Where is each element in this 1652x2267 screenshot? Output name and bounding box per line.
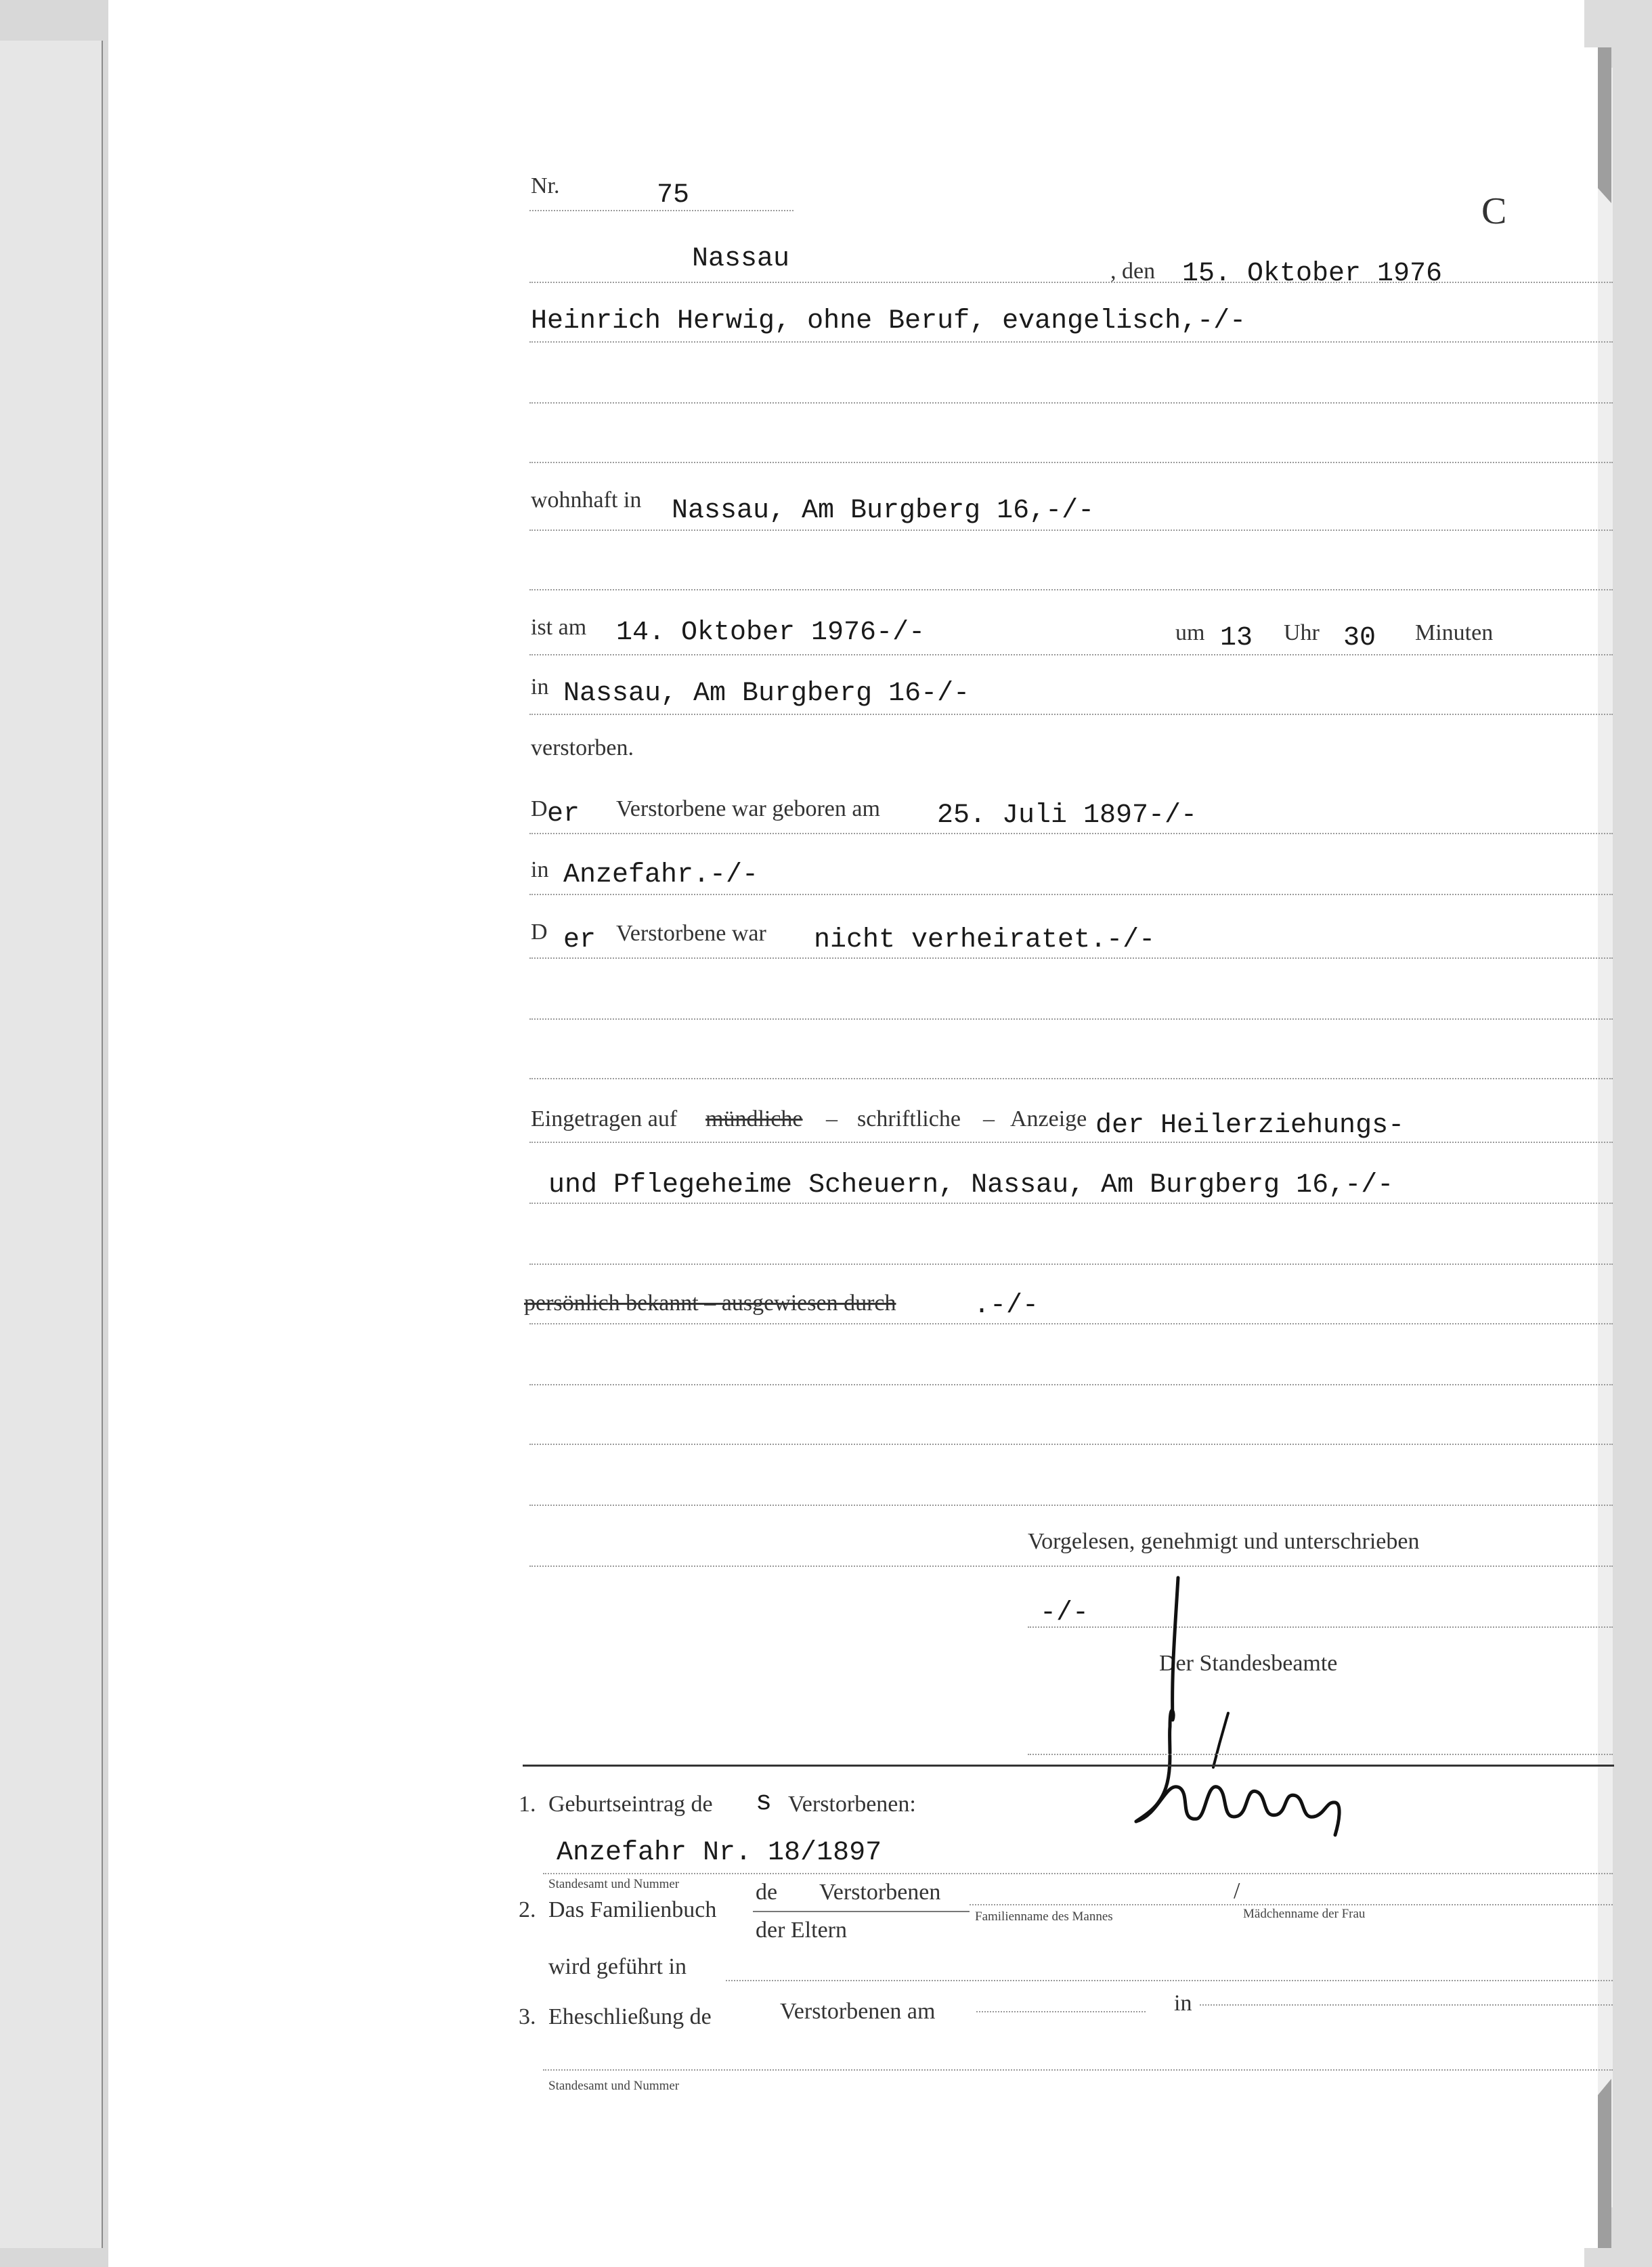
footer-item2-slash: / <box>1234 1878 1240 1903</box>
rule-24 <box>753 1911 970 1912</box>
rule-4 <box>529 530 1613 531</box>
minuten-label: Minuten <box>1415 620 1494 645</box>
rule-5 <box>529 589 1613 590</box>
birth-label: Verstorbene war geboren am <box>616 796 880 821</box>
rule-18 <box>529 1444 1613 1445</box>
struck-option-oral: mündliche <box>705 1106 803 1131</box>
rule-22 <box>1028 1754 1613 1755</box>
rule-7 <box>529 714 1613 715</box>
rule-8 <box>529 833 1613 834</box>
residence: Nassau, Am Burgberg 16,-/- <box>672 496 1095 526</box>
nr-line <box>529 210 794 211</box>
footer-item2-eltern: der Eltern <box>756 1918 847 1943</box>
footer-item3-num: 3. <box>519 2004 536 2029</box>
rule-23 <box>543 1873 1613 1874</box>
birth-date: 25. Juli 1897-/- <box>937 800 1198 831</box>
informant-line-2: und Pflegeheime Scheuern, Nassau, Am Burgberg 16,-/- <box>548 1170 1394 1201</box>
birth-place-prefix: in <box>531 857 549 882</box>
standesamt-note-1: Standesamt und Nummer <box>548 1877 680 1891</box>
register-letter: C <box>1481 190 1507 232</box>
footer-item2-num: 2. <box>519 1897 536 1922</box>
footer-divider <box>523 1765 1614 1767</box>
signature-scribble-icon <box>1105 1564 1389 1855</box>
rule-2 <box>529 402 1613 404</box>
rule-26 <box>726 1980 1613 1981</box>
nr-value: 75 <box>657 180 690 211</box>
signature-heading: Vorgelesen, genehmigt und unterschrieben <box>1028 1529 1420 1554</box>
footer-item2-de: de <box>756 1880 778 1905</box>
death-minutes: 30 <box>1343 623 1376 653</box>
verstorben-label: verstorben. <box>531 735 634 760</box>
footer-item1-suffix: s <box>756 1788 773 1818</box>
person-name-line: Heinrich Herwig, ohne Beruf, evangelisch,-/- <box>531 306 1246 337</box>
footer-item2-verstorbenen: Verstorbenen <box>819 1880 941 1905</box>
rule-28 <box>1200 2004 1613 2006</box>
death-hour: 13 <box>1220 623 1253 653</box>
footer-item2-wird: wird geführt in <box>548 1954 687 1979</box>
informant-line-1: der Heilerziehungs- <box>1095 1110 1405 1141</box>
signature-placeholder: -/- <box>1040 1598 1089 1628</box>
footer-item3-label: Eheschließung de <box>548 2004 712 2029</box>
marital-label: Verstorbene war <box>616 921 766 946</box>
residence-label: wohnhaft in <box>531 488 642 513</box>
death-date: 14. Oktober 1976-/- <box>616 618 926 648</box>
rule-13 <box>529 1142 1613 1143</box>
anzeige-label: Anzeige <box>1010 1106 1087 1131</box>
dash-2: – <box>983 1106 995 1131</box>
footer-birth-entry: Anzefahr Nr. 18/1897 <box>557 1838 882 1868</box>
record-date: 15. Oktober 1976 <box>1182 259 1443 289</box>
standesamt-note-2: Standesamt und Nummer <box>548 2079 680 2093</box>
footer-item1-num: 1. <box>519 1792 536 1817</box>
facing-page-edge <box>0 41 103 2248</box>
rule-14 <box>529 1203 1613 1204</box>
footer-item3-mid: Verstorbenen am <box>780 1999 936 2024</box>
rule-12 <box>529 1078 1613 1079</box>
birth-place: Anzefahr.-/- <box>563 860 759 890</box>
birth-article: er <box>547 799 580 829</box>
rule-16 <box>529 1323 1613 1324</box>
registrar-title: Der Standesbeamte <box>1159 1651 1338 1676</box>
den-label: , den <box>1110 259 1156 284</box>
label-wife-maiden-name: Mädchenname der Frau <box>1243 1907 1366 1921</box>
footer-item2-label: Das Familienbuch <box>548 1897 717 1922</box>
rule-20 <box>529 1566 1613 1567</box>
death-place: Nassau, Am Burgberg 16-/- <box>563 678 970 709</box>
identity-suffix: .-/- <box>974 1291 1039 1321</box>
birth-prefix: D <box>531 796 548 821</box>
rule-19 <box>529 1505 1613 1506</box>
marital-prefix: D <box>531 920 548 945</box>
uhr-label: Uhr <box>1284 620 1320 645</box>
label-husband-surname: Familienname des Mannes <box>975 1909 1113 1924</box>
rule-1 <box>529 341 1613 343</box>
option-written: schriftliche <box>857 1106 961 1131</box>
marital-article: er <box>563 925 596 955</box>
place: Nassau <box>692 244 790 274</box>
registration-label: Eingetragen auf <box>531 1106 678 1131</box>
nr-label: Nr. <box>531 173 560 198</box>
rule-25 <box>970 1904 1613 1905</box>
um-label: um <box>1175 620 1205 645</box>
death-place-prefix: in <box>531 674 549 699</box>
rule-17 <box>529 1384 1613 1385</box>
identity-struck: persönlich bekannt – ausgewiesen durch <box>524 1291 896 1316</box>
marital-status: nicht verheiratet.-/- <box>814 925 1156 955</box>
death-date-label: ist am <box>531 615 587 640</box>
rule-10 <box>529 957 1613 959</box>
dash-1: – <box>826 1106 838 1131</box>
footer-item1-label: Geburtseintrag de <box>548 1792 713 1817</box>
footer-item3-in: in <box>1174 1991 1192 2016</box>
rule-27 <box>976 2011 1146 2012</box>
rule-11 <box>529 1018 1613 1020</box>
footer-item1-tail: Verstorbenen: <box>788 1792 916 1817</box>
rule-9 <box>529 894 1613 895</box>
rule-3 <box>529 462 1613 463</box>
register-page <box>110 47 1598 2248</box>
place-line <box>529 282 1613 283</box>
rule-15 <box>529 1264 1613 1265</box>
rule-6 <box>529 654 1613 655</box>
rule-29 <box>543 2069 1613 2071</box>
